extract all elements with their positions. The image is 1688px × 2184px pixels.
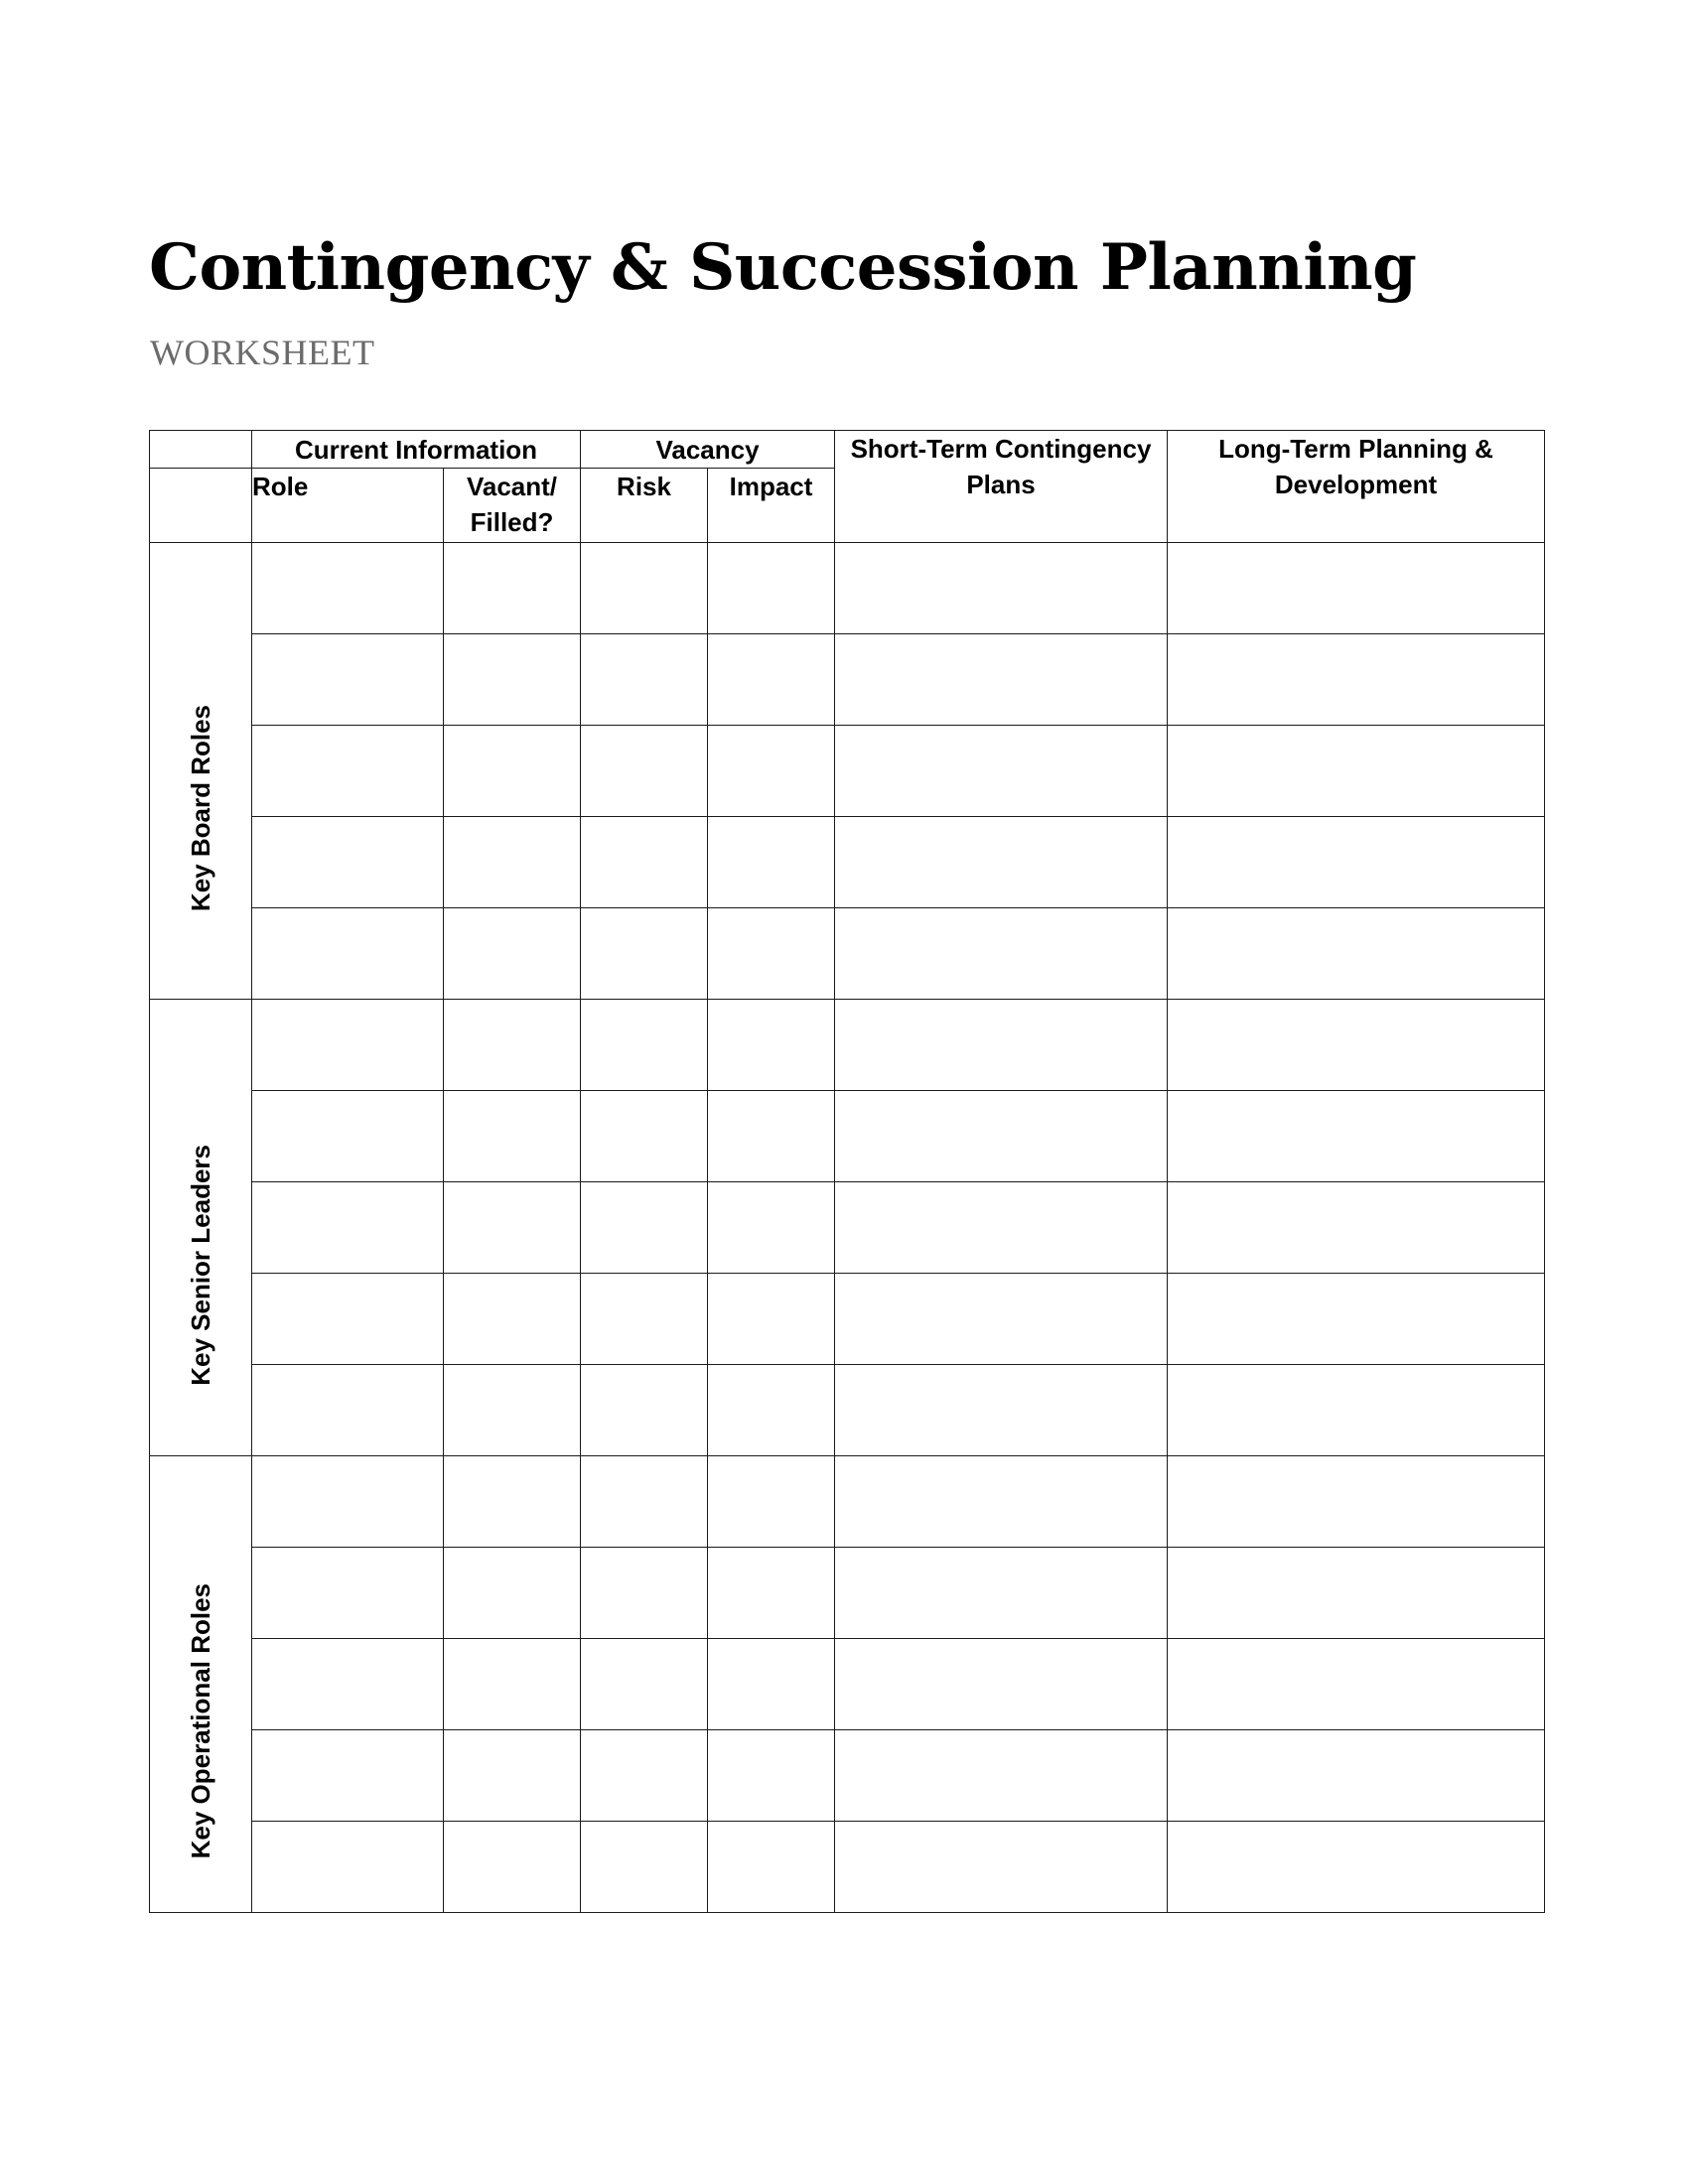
short-term-cell[interactable] [835, 1000, 1168, 1091]
short-term-cell[interactable] [835, 908, 1168, 1000]
table-row [150, 1548, 1545, 1639]
table-row [150, 908, 1545, 1000]
section-label-key-board-roles [150, 543, 252, 1000]
table-row [150, 1091, 1545, 1182]
role-cell[interactable] [252, 1365, 444, 1456]
table-row [150, 1639, 1545, 1730]
long-term-cell[interactable] [1168, 1456, 1545, 1548]
short-term-cell[interactable] [835, 1730, 1168, 1822]
role-cell[interactable] [252, 1182, 444, 1274]
long-term-cell[interactable] [1168, 1548, 1545, 1639]
risk-cell[interactable] [581, 1456, 708, 1548]
role-cell[interactable] [252, 1639, 444, 1730]
short-term-cell[interactable] [835, 1822, 1168, 1913]
vacant-filled-cell[interactable] [444, 1822, 581, 1913]
long-term-cell[interactable] [1168, 1639, 1545, 1730]
table-row [150, 726, 1545, 817]
long-term-cell[interactable] [1168, 1091, 1545, 1182]
long-term-cell[interactable] [1168, 1274, 1545, 1365]
role-cell[interactable] [252, 1091, 444, 1182]
short-term-plans-header: Short-Term Contingency Plans [835, 431, 1168, 543]
long-term-cell[interactable] [1168, 817, 1545, 908]
impact-cell[interactable] [708, 1730, 835, 1822]
risk-cell[interactable] [581, 1182, 708, 1274]
short-term-cell[interactable] [835, 1548, 1168, 1639]
header-corner-cell [150, 431, 252, 469]
long-term-cell[interactable] [1168, 1000, 1545, 1091]
impact-cell[interactable] [708, 1274, 835, 1365]
short-term-cell[interactable] [835, 1091, 1168, 1182]
table-row [150, 543, 1545, 634]
header-row-1 [150, 431, 1545, 469]
vacant-filled-cell[interactable] [444, 543, 581, 634]
page-title: Contingency & Succession Planning [149, 230, 1417, 305]
impact-cell[interactable] [708, 1000, 835, 1091]
section-label-key-operational-roles [150, 1456, 252, 1913]
vacant-filled-cell[interactable] [444, 1365, 581, 1456]
risk-header: Risk [581, 469, 708, 543]
risk-cell[interactable] [581, 817, 708, 908]
role-cell[interactable] [252, 543, 444, 634]
section-label-key-senior-leaders [150, 1000, 252, 1456]
vacant-filled-cell[interactable] [444, 1548, 581, 1639]
vacant-filled-cell[interactable] [444, 817, 581, 908]
short-term-cell[interactable] [835, 543, 1168, 634]
section-label-text: Key Board Roles [185, 704, 215, 912]
table-row [150, 1730, 1545, 1822]
risk-cell[interactable] [581, 726, 708, 817]
vacant-filled-cell[interactable] [444, 1274, 581, 1365]
impact-cell[interactable] [708, 726, 835, 817]
role-cell[interactable] [252, 1730, 444, 1822]
long-term-cell[interactable] [1168, 1182, 1545, 1274]
long-term-cell[interactable] [1168, 726, 1545, 817]
short-term-cell[interactable] [835, 1365, 1168, 1456]
impact-cell[interactable] [708, 634, 835, 726]
vacant-filled-cell[interactable] [444, 908, 581, 1000]
page-subtitle: WORKSHEET [150, 333, 375, 372]
role-cell[interactable] [252, 1000, 444, 1091]
vacant-filled-cell[interactable] [444, 1000, 581, 1091]
section-label-text: Key Operational Roles [185, 1583, 215, 1859]
long-term-cell[interactable] [1168, 1822, 1545, 1913]
short-term-cell[interactable] [835, 1456, 1168, 1548]
table-row [150, 1000, 1545, 1091]
vacant-filled-cell[interactable] [444, 634, 581, 726]
table-row [150, 1182, 1545, 1274]
risk-cell[interactable] [581, 634, 708, 726]
role-cell[interactable] [252, 1822, 444, 1913]
long-term-cell[interactable] [1168, 634, 1545, 726]
risk-cell[interactable] [581, 1091, 708, 1182]
risk-cell[interactable] [581, 1365, 708, 1456]
table-row [150, 1456, 1545, 1548]
role-header: Role [252, 469, 444, 543]
risk-cell[interactable] [581, 1730, 708, 1822]
short-term-cell[interactable] [835, 817, 1168, 908]
short-term-cell[interactable] [835, 634, 1168, 726]
vacant-filled-cell[interactable] [444, 1639, 581, 1730]
table-row [150, 817, 1545, 908]
role-cell[interactable] [252, 908, 444, 1000]
impact-cell[interactable] [708, 908, 835, 1000]
impact-cell[interactable] [708, 543, 835, 634]
short-term-cell[interactable] [835, 1274, 1168, 1365]
vacant-filled-cell[interactable] [444, 726, 581, 817]
impact-cell[interactable] [708, 1548, 835, 1639]
risk-cell[interactable] [581, 1639, 708, 1730]
short-term-cell[interactable] [835, 1639, 1168, 1730]
short-term-cell[interactable] [835, 1182, 1168, 1274]
impact-cell[interactable] [708, 1456, 835, 1548]
table-row [150, 1822, 1545, 1913]
long-term-cell[interactable] [1168, 1730, 1545, 1822]
role-cell[interactable] [252, 634, 444, 726]
risk-cell[interactable] [581, 1548, 708, 1639]
risk-cell[interactable] [581, 1274, 708, 1365]
role-cell[interactable] [252, 1274, 444, 1365]
table-row [150, 634, 1545, 726]
current-information-header: Current Information [252, 431, 581, 469]
impact-cell[interactable] [708, 817, 835, 908]
role-cell[interactable] [252, 817, 444, 908]
vacant-filled-cell[interactable] [444, 1091, 581, 1182]
risk-cell[interactable] [581, 543, 708, 634]
long-term-cell[interactable] [1168, 543, 1545, 634]
long-term-cell[interactable] [1168, 1365, 1545, 1456]
long-term-planning-header: Long-Term Planning & Development [1168, 431, 1545, 543]
table-row [150, 1274, 1545, 1365]
risk-cell[interactable] [581, 1000, 708, 1091]
impact-cell[interactable] [708, 1639, 835, 1730]
long-term-cell[interactable] [1168, 908, 1545, 1000]
risk-cell[interactable] [581, 1822, 708, 1913]
vacant-filled-cell[interactable] [444, 1730, 581, 1822]
impact-cell[interactable] [708, 1091, 835, 1182]
vacant-filled-header: Vacant/ Filled? [444, 469, 581, 543]
vacant-filled-cell[interactable] [444, 1456, 581, 1548]
role-cell[interactable] [252, 1456, 444, 1548]
section-label-text: Key Senior Leaders [185, 1144, 215, 1386]
role-cell[interactable] [252, 726, 444, 817]
risk-cell[interactable] [581, 908, 708, 1000]
succession-worksheet-table [149, 430, 1545, 1913]
vacant-filled-cell[interactable] [444, 1182, 581, 1274]
impact-header: Impact [708, 469, 835, 543]
impact-cell[interactable] [708, 1822, 835, 1913]
role-cell[interactable] [252, 1548, 444, 1639]
impact-cell[interactable] [708, 1182, 835, 1274]
header-corner-cell-lower [150, 469, 252, 543]
vacancy-header: Vacancy [581, 431, 835, 469]
short-term-cell[interactable] [835, 726, 1168, 817]
impact-cell[interactable] [708, 1365, 835, 1456]
table-row [150, 1365, 1545, 1456]
